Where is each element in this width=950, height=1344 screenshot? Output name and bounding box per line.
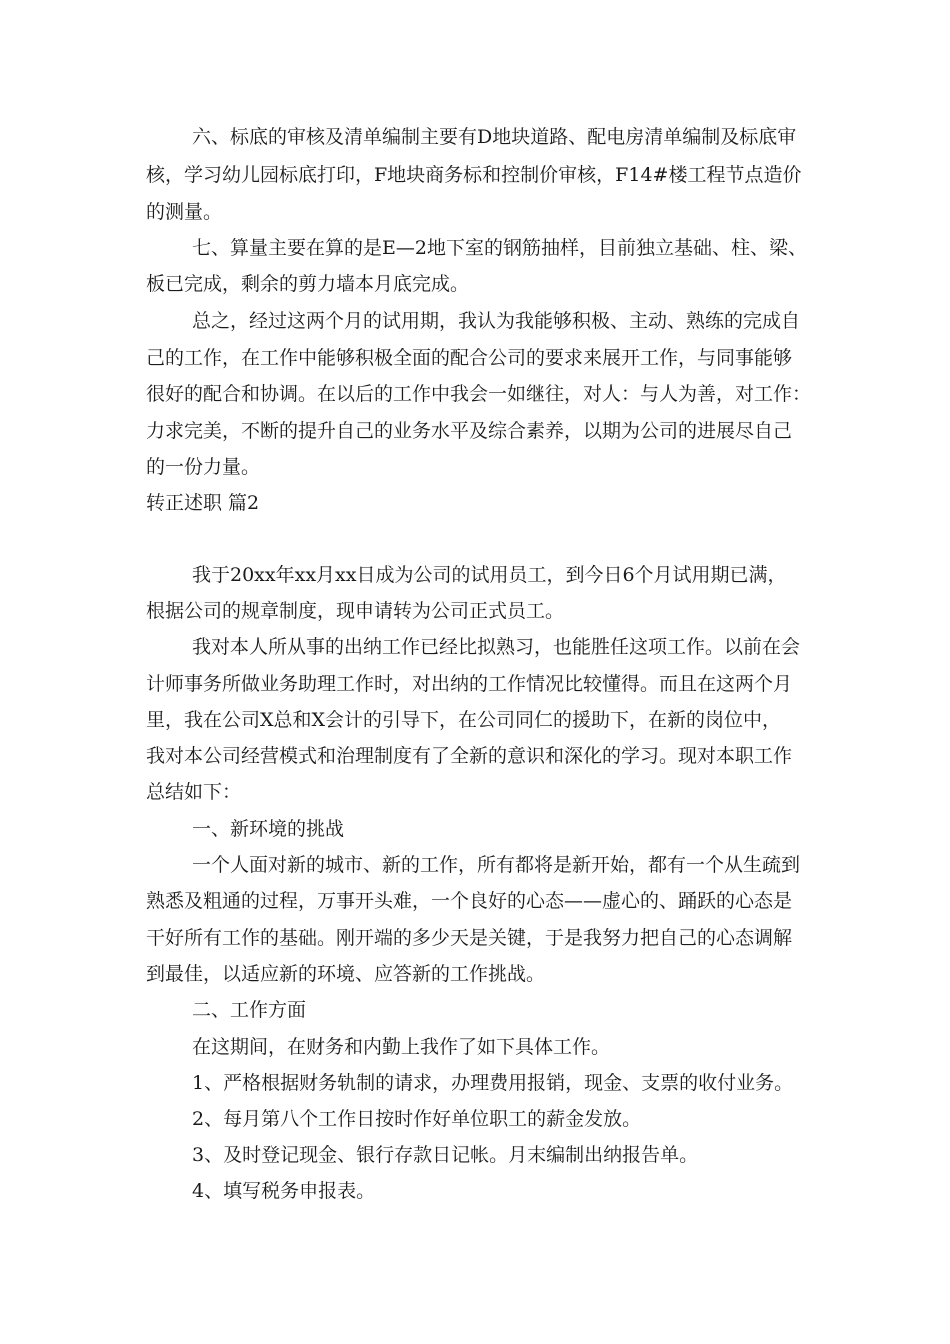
item6-line-2: 核，学习幼儿园标底打印，F地块商务标和控制价审核，F14#楼工程节点造价 [146,164,802,186]
list-item-4: 4、填写税务申报表。 [192,1180,376,1202]
para4: 在这期间，在财务和内勤上我作了如下具体工作。 [192,1036,611,1058]
summary-line-5: 的一份力量。 [146,456,261,478]
item6-line-3: 的测量。 [146,201,223,223]
para3-line-3: 干好所有工作的基础。刚开端的多少天是关键，于是我努力把自己的心态调解 [146,927,793,949]
item6-line-1: 六、标底的审核及清单编制主要有D地块道路、配电房清单编制及标底审 [192,126,797,148]
summary-line-3: 很好的配合和协调。在以后的工作中我会一如继往，对人：与人为善，对工作： [146,383,812,405]
para2-line-2: 计师事务所做业务助理工作时，对出纳的工作情况比较懂得。而且在这两个月 [146,673,793,695]
heading-work: 二、工作方面 [192,999,307,1021]
intro-line-1: 我于20xx年xx月xx日成为公司的试用员工，到今日6个月试用期已满， [192,564,787,586]
para3-line-2: 熟悉及粗通的过程，万事开头难，一个良好的心态——虚心的、踊跃的心态是 [146,890,793,912]
para2-line-1: 我对本人所从事的出纳工作已经比拟熟习，也能胜任这项工作。以前在会 [192,636,801,658]
summary-line-1: 总之，经过这两个月的试用期，我认为我能够积极、主动、熟练的完成自 [192,310,801,332]
item7-line-2: 板已完成，剩余的剪力墙本月底完成。 [146,273,470,295]
list-item-2: 2、每月第八个工作日按时作好单位职工的薪金发放。 [192,1108,642,1130]
section-title: 转正述职 篇2 [146,492,260,514]
para3-line-4: 到最佳，以适应新的环境、应答新的工作挑战。 [146,963,546,985]
list-item-3: 3、及时登记现金、银行存款日记帐。月末编制出纳报告单。 [192,1144,699,1166]
para3-line-1: 一个人面对新的城市、新的工作，所有都将是新开始，都有一个从生疏到 [192,854,801,876]
summary-line-2: 己的工作，在工作中能够积极全面的配合公司的要求来展开工作，与同事能够 [146,347,793,369]
para2-line-4: 我对本公司经营模式和治理制度有了全新的意识和深化的学习。现对本职工作 [146,745,793,767]
heading-new-environment: 一、新环境的挑战 [192,818,345,840]
intro-line-2: 根据公司的规章制度，现申请转为公司正式员工。 [146,600,565,622]
summary-line-4: 力求完美，不断的提升自己的业务水平及综合素养，以期为公司的进展尽自己 [146,420,793,442]
item7-line-1: 七、算量主要在算的是E—2地下室的钢筋抽样，目前独立基础、柱、梁、 [192,237,807,259]
list-item-1: 1、严格根据财务轨制的请求，办理费用报销，现金、支票的收付业务。 [192,1072,794,1094]
para2-line-5: 总结如下： [146,781,242,803]
para2-line-3: 里，我在公司X总和X会计的引导下，在公司同仁的援助下，在新的岗位中， [146,709,782,731]
